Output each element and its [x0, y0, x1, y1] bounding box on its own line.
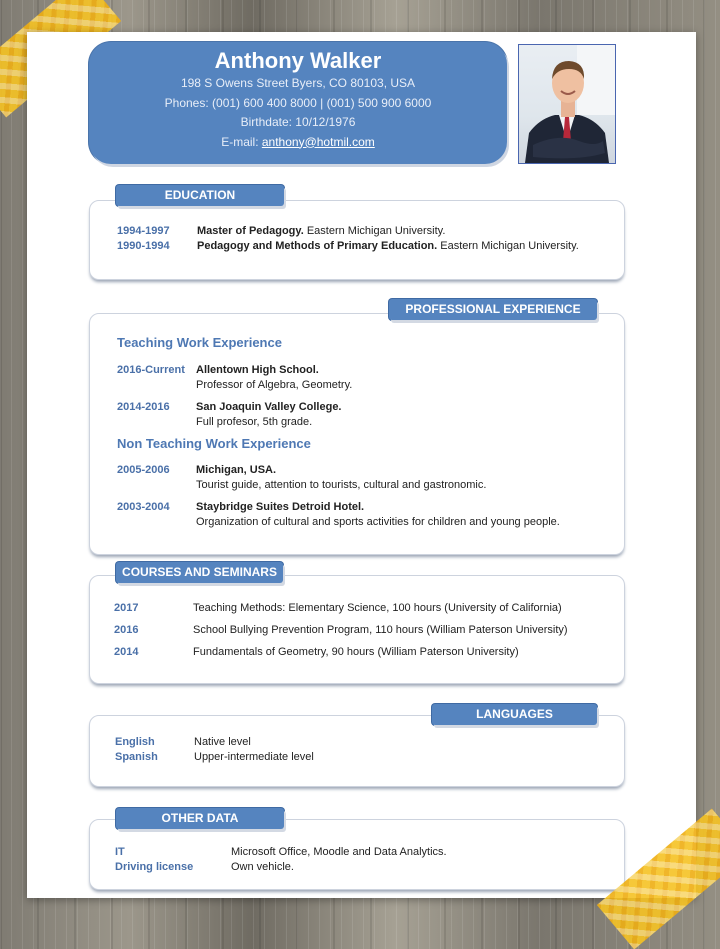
language-name-1: English	[115, 736, 155, 748]
experience-place-4: Staybridge Suites Detroid Hotel.	[196, 501, 365, 513]
other-label-2: Driving license	[115, 861, 194, 873]
course-text-2: School Bullying Prevention Program, 110 hours (William Paterson University)	[193, 624, 568, 636]
education-degree-2: Pedagogy and Methods of Primary Education.	[197, 240, 438, 252]
experience-heading: PROFESSIONAL EXPERIENCE	[389, 299, 597, 320]
experience-place-1: Allentown High School.	[196, 364, 319, 376]
education-entry-1	[197, 225, 445, 237]
education-school-2: Eastern Michigan University.	[437, 240, 579, 252]
course-text-1: Teaching Methods: Elementary Science, 100 hours (University of California)	[193, 602, 562, 614]
course-year-3: 2014	[114, 646, 139, 658]
language-name-2: Spanish	[115, 751, 158, 763]
experience-years-1: 2016-Current	[117, 364, 185, 376]
education-entry-2	[197, 240, 579, 252]
header-panel	[89, 42, 507, 164]
experience-desc-4: Organization of cultural and sports activities for children and young people.	[196, 516, 560, 528]
other-value-1: Microsoft Office, Moodle and Data Analytics.	[231, 846, 447, 858]
education-years-1: 1994-1997	[117, 225, 170, 237]
experience-desc-3: Tourist guide, attention to tourists, cultural and gastronomic.	[196, 479, 487, 491]
experience-desc-2: Full profesor, 5th grade.	[196, 416, 313, 428]
birthdate: Birthdate: 10/12/1976	[240, 115, 356, 129]
experience-place-2: San Joaquin Valley College.	[196, 401, 342, 413]
teaching-experience-heading: Teaching Work Experience	[117, 335, 282, 350]
experience-years-4: 2003-2004	[117, 501, 170, 513]
experience-years-3: 2005-2006	[117, 464, 170, 476]
education-heading: EDUCATION	[116, 185, 284, 206]
other-data-heading: OTHER DATA	[116, 808, 284, 829]
experience-box	[89, 313, 625, 555]
resume-page	[27, 32, 696, 898]
course-year-2: 2016	[114, 624, 139, 636]
education-years-2: 1990-1994	[117, 240, 170, 252]
other-value-2: Own vehicle.	[231, 861, 294, 873]
education-box	[89, 200, 625, 280]
language-level-2: Upper-intermediate level	[194, 751, 314, 763]
languages-box	[89, 715, 625, 787]
profile-photo	[518, 44, 616, 164]
other-label-1: IT	[115, 846, 125, 858]
courses-heading: COURSES AND SEMINARS	[116, 562, 283, 583]
course-year-1: 2017	[114, 602, 139, 614]
experience-years-2: 2014-2016	[117, 401, 170, 413]
non-teaching-experience-heading: Non Teaching Work Experience	[117, 436, 311, 451]
email-line	[89, 133, 507, 153]
candidate-name: Anthony Walker	[214, 48, 382, 73]
other-data-box	[89, 819, 625, 890]
email-link[interactable]: anthony@hotmil.com	[261, 134, 375, 149]
languages-heading: LANGUAGES	[432, 704, 597, 725]
experience-desc-1: Professor of Algebra, Geometry.	[196, 379, 353, 391]
education-school-1: Eastern Michigan University.	[303, 225, 446, 237]
address: 198 S Owens Street Byers, CO 80103, USA	[180, 76, 416, 90]
person-portrait-icon	[519, 45, 615, 163]
experience-place-3: Michigan, USA.	[196, 464, 277, 476]
courses-box	[89, 575, 625, 684]
course-text-3: Fundamentals of Geometry, 90 hours (William Paterson University)	[193, 646, 519, 658]
education-degree-1: Master of Pedagogy.	[197, 225, 304, 237]
phones: Phones: (001) 600 400 8000 | (001) 500 900 6000	[164, 95, 432, 110]
email-label: E-mail:	[221, 134, 262, 149]
language-level-1: Native level	[194, 736, 251, 748]
